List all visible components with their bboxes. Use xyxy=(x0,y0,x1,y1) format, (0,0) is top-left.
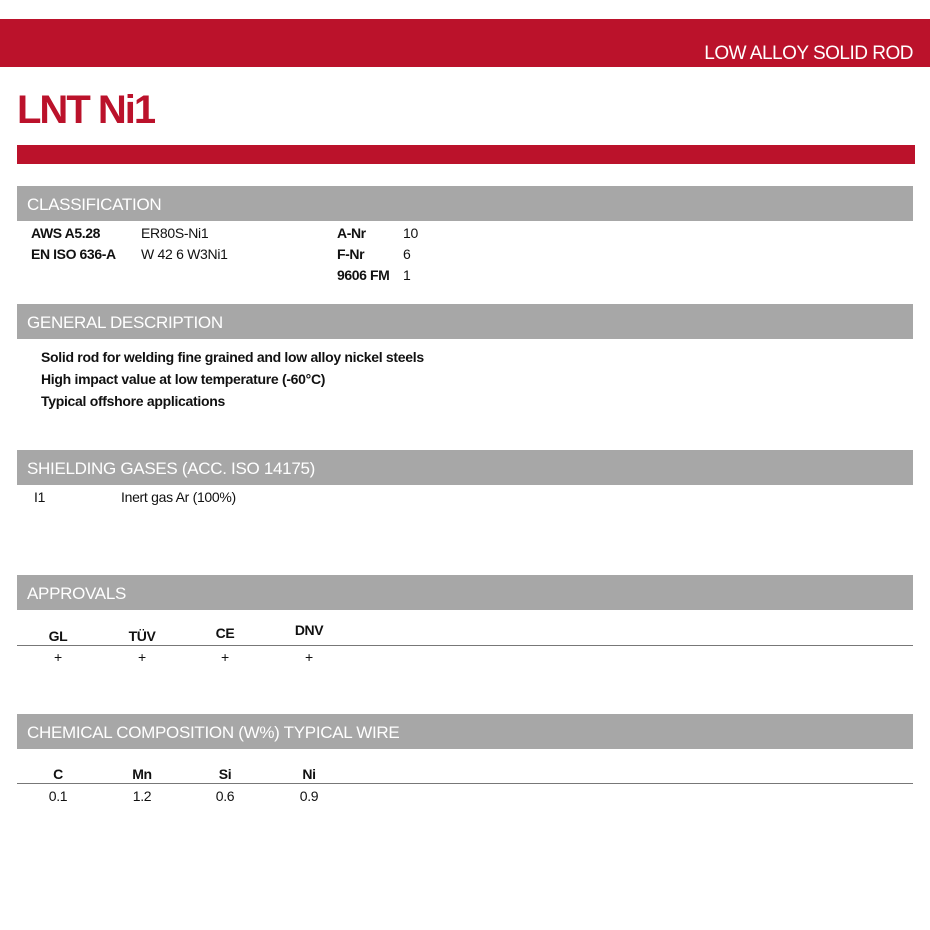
class-value: 10 xyxy=(403,225,418,241)
classification-header: CLASSIFICATION xyxy=(17,186,913,221)
title-divider xyxy=(17,145,915,164)
description-line: Solid rod for welding fine grained and low alloy nickel steels xyxy=(41,349,424,365)
approval-ce: CE xyxy=(215,625,235,641)
shielding-gases-header: SHIELDING GASES (ACC. ISO 14175) xyxy=(17,450,913,485)
element-si: Si xyxy=(218,766,232,782)
element-ni: Ni xyxy=(302,766,316,782)
product-category: LOW ALLOY SOLID ROD xyxy=(704,43,913,64)
product-title: LNT Ni1 xyxy=(17,88,155,132)
class-label: EN ISO 636-A xyxy=(31,246,116,262)
element-value: 0.9 xyxy=(299,788,319,804)
element-value: 1.2 xyxy=(132,788,152,804)
class-label: 9606 FM xyxy=(337,267,390,283)
gas-description: Inert gas Ar (100%) xyxy=(121,489,236,505)
approval-gl: GL xyxy=(48,628,68,644)
approval-tuv: TÜV xyxy=(128,628,156,644)
class-value: W 42 6 W3Ni1 xyxy=(141,246,228,262)
element-value: 0.1 xyxy=(48,788,68,804)
class-label: AWS A5.28 xyxy=(31,225,101,241)
chemical-rule xyxy=(17,783,913,784)
approval-dnv: DNV xyxy=(294,622,324,638)
gas-code: I1 xyxy=(34,489,46,505)
class-value: 1 xyxy=(403,267,411,283)
chemical-composition-header: CHEMICAL COMPOSITION (W%) TYPICAL WIRE xyxy=(17,714,913,749)
class-value: ER80S-Ni1 xyxy=(141,225,209,241)
element-value: 0.6 xyxy=(215,788,235,804)
approval-value: + xyxy=(138,649,146,665)
element-mn: Mn xyxy=(132,766,152,782)
description-line: Typical offshore applications xyxy=(41,393,225,409)
general-description-header: GENERAL DESCRIPTION xyxy=(17,304,913,339)
approval-value: + xyxy=(54,649,62,665)
approval-value: + xyxy=(221,649,229,665)
approval-value: + xyxy=(305,649,313,665)
element-c: C xyxy=(53,766,63,782)
class-label: A-Nr xyxy=(337,225,366,241)
class-value: 6 xyxy=(403,246,411,262)
approvals-rule xyxy=(17,645,913,646)
approvals-header: APPROVALS xyxy=(17,575,913,610)
description-line: High impact value at low temperature (-60°C) xyxy=(41,371,326,387)
class-label: F-Nr xyxy=(337,246,365,262)
